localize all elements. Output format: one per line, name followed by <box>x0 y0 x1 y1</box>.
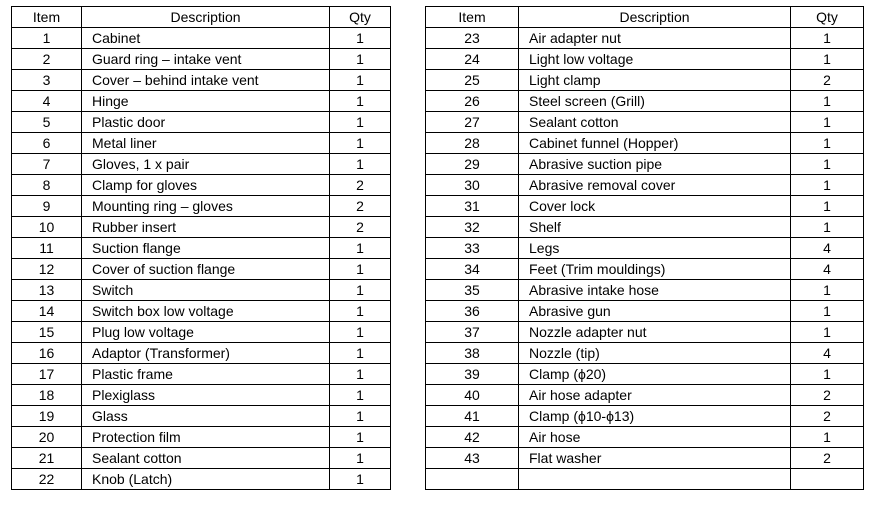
qty-cell: 1 <box>791 427 864 448</box>
item-cell: 4 <box>12 91 82 112</box>
description-cell: Legs <box>519 238 791 259</box>
qty-cell: 1 <box>330 406 391 427</box>
table-row <box>12 385 391 406</box>
table-row <box>12 112 391 133</box>
item-cell: 6 <box>12 133 82 154</box>
qty-cell: 1 <box>791 217 864 238</box>
item-cell: 30 <box>426 175 519 196</box>
qty-cell: 1 <box>330 385 391 406</box>
qty-cell: 1 <box>791 322 864 343</box>
table-row <box>12 469 391 490</box>
item-cell: 8 <box>12 175 82 196</box>
table-row <box>12 427 391 448</box>
table-row <box>426 448 864 469</box>
table-row <box>12 154 391 175</box>
item-cell: 33 <box>426 238 519 259</box>
qty-cell: 2 <box>791 385 864 406</box>
qty-cell: 1 <box>330 28 391 49</box>
table-row <box>12 133 391 154</box>
item-cell: 32 <box>426 217 519 238</box>
table-row <box>426 364 864 385</box>
description-cell: Adaptor (Transformer) <box>82 343 330 364</box>
item-cell: 31 <box>426 196 519 217</box>
description-cell: Switch box low voltage <box>82 301 330 322</box>
qty-cell: 1 <box>791 49 864 70</box>
table-row <box>12 259 391 280</box>
item-cell: 38 <box>426 343 519 364</box>
header-item: Item <box>12 7 82 28</box>
qty-cell: 1 <box>330 133 391 154</box>
item-cell: 17 <box>12 364 82 385</box>
qty-cell: 4 <box>791 343 864 364</box>
table-row <box>426 70 864 91</box>
table-row <box>426 133 864 154</box>
item-cell: 27 <box>426 112 519 133</box>
description-cell: Switch <box>82 280 330 301</box>
description-cell: Sealant cotton <box>82 448 330 469</box>
description-cell: Rubber insert <box>82 217 330 238</box>
description-cell: Suction flange <box>82 238 330 259</box>
parts-table-right <box>425 6 864 490</box>
item-cell: 41 <box>426 406 519 427</box>
table-row <box>426 469 864 490</box>
item-cell: 5 <box>12 112 82 133</box>
description-cell: Clamp (ϕ20) <box>519 364 791 385</box>
item-cell: 24 <box>426 49 519 70</box>
item-cell: 13 <box>12 280 82 301</box>
description-cell: Abrasive gun <box>519 301 791 322</box>
item-cell: 19 <box>12 406 82 427</box>
description-cell: Plug low voltage <box>82 322 330 343</box>
table-row <box>12 301 391 322</box>
table-row <box>12 448 391 469</box>
item-cell: 34 <box>426 259 519 280</box>
header-description: Description <box>82 7 330 28</box>
qty-cell: 2 <box>330 196 391 217</box>
description-cell: Guard ring – intake vent <box>82 49 330 70</box>
item-cell: 2 <box>12 49 82 70</box>
qty-cell: 2 <box>330 175 391 196</box>
qty-cell: 1 <box>791 301 864 322</box>
description-cell: Nozzle (tip) <box>519 343 791 364</box>
table-row <box>12 406 391 427</box>
table-row <box>12 49 391 70</box>
description-cell: Protection film <box>82 427 330 448</box>
qty-cell: 1 <box>330 49 391 70</box>
description-cell: Feet (Trim mouldings) <box>519 259 791 280</box>
table-row <box>12 91 391 112</box>
description-cell: Metal liner <box>82 133 330 154</box>
description-cell: Abrasive suction pipe <box>519 154 791 175</box>
item-cell: 12 <box>12 259 82 280</box>
item-cell: 40 <box>426 385 519 406</box>
table-row <box>12 280 391 301</box>
table-row <box>426 406 864 427</box>
item-cell: 25 <box>426 70 519 91</box>
qty-cell: 1 <box>330 70 391 91</box>
item-cell: 37 <box>426 322 519 343</box>
qty-cell: 1 <box>791 280 864 301</box>
description-cell: Plexiglass <box>82 385 330 406</box>
description-cell: Light low voltage <box>519 49 791 70</box>
qty-cell: 2 <box>791 448 864 469</box>
item-cell: 14 <box>12 301 82 322</box>
table-row <box>12 322 391 343</box>
qty-cell: 1 <box>791 133 864 154</box>
item-cell: 16 <box>12 343 82 364</box>
description-cell: Plastic frame <box>82 364 330 385</box>
table-row <box>426 280 864 301</box>
qty-cell: 1 <box>791 154 864 175</box>
table-row <box>426 238 864 259</box>
description-cell: Gloves, 1 x pair <box>82 154 330 175</box>
qty-cell: 1 <box>330 427 391 448</box>
description-cell: Air hose <box>519 427 791 448</box>
header-qty: Qty <box>791 7 864 28</box>
item-cell: 22 <box>12 469 82 490</box>
table-row <box>426 154 864 175</box>
qty-cell: 2 <box>330 217 391 238</box>
qty-cell: 1 <box>791 364 864 385</box>
item-cell: 3 <box>12 70 82 91</box>
qty-cell: 1 <box>330 448 391 469</box>
description-cell: Hinge <box>82 91 330 112</box>
parts-table-left <box>11 6 391 490</box>
item-cell: 21 <box>12 448 82 469</box>
table-row <box>12 28 391 49</box>
table-row <box>12 217 391 238</box>
table-row <box>426 112 864 133</box>
description-cell: Light clamp <box>519 70 791 91</box>
qty-cell: 1 <box>330 364 391 385</box>
description-cell: Cover lock <box>519 196 791 217</box>
item-cell: 18 <box>12 385 82 406</box>
item-cell: 20 <box>12 427 82 448</box>
description-cell: Abrasive removal cover <box>519 175 791 196</box>
qty-cell: 1 <box>330 154 391 175</box>
table-row <box>426 343 864 364</box>
item-cell: 42 <box>426 427 519 448</box>
description-cell: Flat washer <box>519 448 791 469</box>
description-cell: Air hose adapter <box>519 385 791 406</box>
qty-cell: 1 <box>330 238 391 259</box>
qty-cell: 2 <box>791 406 864 427</box>
table-row <box>426 91 864 112</box>
table-row <box>426 427 864 448</box>
item-cell: 9 <box>12 196 82 217</box>
qty-cell <box>791 469 864 490</box>
table-row <box>426 49 864 70</box>
table-row <box>12 343 391 364</box>
table-row <box>12 196 391 217</box>
item-cell: 43 <box>426 448 519 469</box>
description-cell: Cabinet <box>82 28 330 49</box>
description-cell: Steel screen (Grill) <box>519 91 791 112</box>
item-cell: 26 <box>426 91 519 112</box>
header-row <box>426 7 864 28</box>
description-cell: Cabinet funnel (Hopper) <box>519 133 791 154</box>
qty-cell: 1 <box>330 259 391 280</box>
qty-cell: 1 <box>791 112 864 133</box>
item-cell: 15 <box>12 322 82 343</box>
qty-cell: 1 <box>791 91 864 112</box>
table-row <box>426 28 864 49</box>
item-cell: 1 <box>12 28 82 49</box>
qty-cell: 1 <box>330 280 391 301</box>
description-cell: Mounting ring – gloves <box>82 196 330 217</box>
qty-cell: 1 <box>330 469 391 490</box>
table-row <box>426 301 864 322</box>
item-cell: 36 <box>426 301 519 322</box>
item-cell: 29 <box>426 154 519 175</box>
table-row <box>426 385 864 406</box>
qty-cell: 4 <box>791 238 864 259</box>
qty-cell: 1 <box>330 322 391 343</box>
qty-cell: 4 <box>791 259 864 280</box>
table-row <box>426 217 864 238</box>
table-row <box>426 175 864 196</box>
header-row <box>12 7 391 28</box>
item-cell: 28 <box>426 133 519 154</box>
item-cell: 10 <box>12 217 82 238</box>
item-cell <box>426 469 519 490</box>
table-row <box>12 238 391 259</box>
description-cell: Sealant cotton <box>519 112 791 133</box>
description-cell: Abrasive intake hose <box>519 280 791 301</box>
table-row <box>426 196 864 217</box>
item-cell: 7 <box>12 154 82 175</box>
description-cell: Air adapter nut <box>519 28 791 49</box>
qty-cell: 1 <box>330 301 391 322</box>
qty-cell: 1 <box>791 28 864 49</box>
item-cell: 11 <box>12 238 82 259</box>
item-cell: 39 <box>426 364 519 385</box>
description-cell <box>519 469 791 490</box>
table-row <box>12 175 391 196</box>
description-cell: Knob (Latch) <box>82 469 330 490</box>
table-row <box>12 364 391 385</box>
item-cell: 35 <box>426 280 519 301</box>
description-cell: Glass <box>82 406 330 427</box>
header-description: Description <box>519 7 791 28</box>
header-qty: Qty <box>330 7 391 28</box>
qty-cell: 1 <box>791 175 864 196</box>
header-item: Item <box>426 7 519 28</box>
description-cell: Cover – behind intake vent <box>82 70 330 91</box>
qty-cell: 1 <box>330 343 391 364</box>
qty-cell: 1 <box>330 112 391 133</box>
qty-cell: 1 <box>330 91 391 112</box>
table-row <box>426 322 864 343</box>
description-cell: Shelf <box>519 217 791 238</box>
description-cell: Clamp for gloves <box>82 175 330 196</box>
table-row <box>12 70 391 91</box>
description-cell: Plastic door <box>82 112 330 133</box>
description-cell: Clamp (ϕ10-ϕ13) <box>519 406 791 427</box>
item-cell: 23 <box>426 28 519 49</box>
qty-cell: 2 <box>791 70 864 91</box>
table-row <box>426 259 864 280</box>
description-cell: Nozzle adapter nut <box>519 322 791 343</box>
qty-cell: 1 <box>791 196 864 217</box>
description-cell: Cover of suction flange <box>82 259 330 280</box>
